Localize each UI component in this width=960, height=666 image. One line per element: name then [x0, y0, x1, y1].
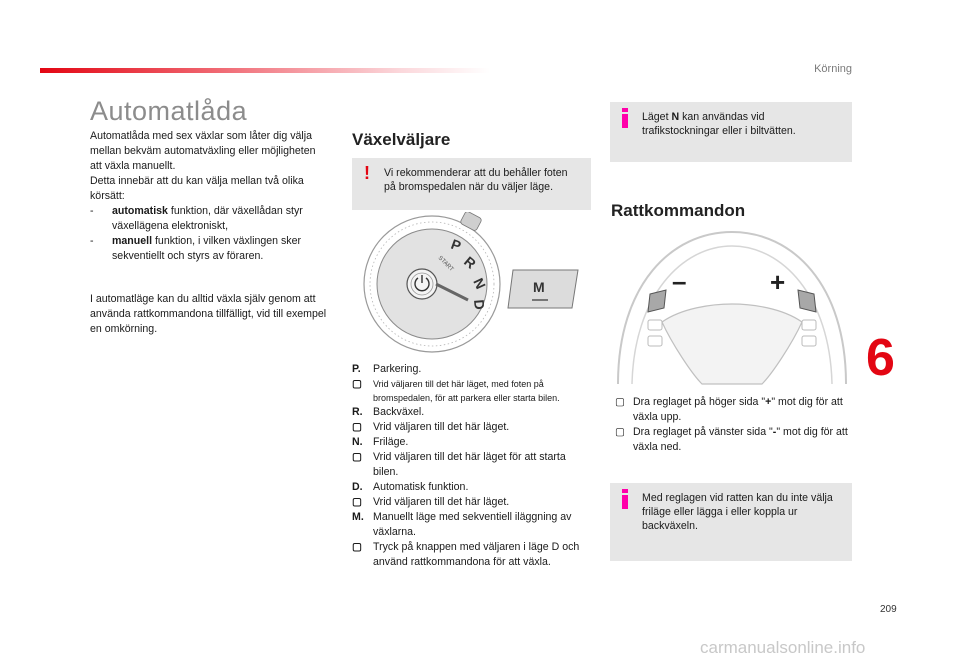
letter-n: N [470, 275, 490, 292]
list-text: Vrid väljaren till det här läget. [373, 496, 510, 508]
list-item [615, 395, 855, 425]
page-title: Automatlåda [90, 96, 248, 126]
selector-list [352, 362, 592, 570]
list-item [352, 420, 592, 435]
list-label: M. [352, 511, 364, 523]
checkbox-bullet-icon: ▢ [615, 396, 626, 408]
list-text: Automatisk funktion. [373, 481, 469, 493]
intro-paragraph: Detta innebär att du kan välja mellan två olika körsätt: [90, 175, 304, 202]
info-text: kan användas vid trafikstockningar eller i biltvätten. [642, 111, 796, 137]
dash-bullet: - [90, 235, 94, 247]
chapter-number: 6 [866, 329, 895, 387]
dash-bullet: - [90, 205, 94, 217]
checkbox-bullet-icon: ▢ [352, 378, 363, 390]
letter-d: D [471, 298, 488, 311]
info-text: Med reglagen vid ratten kan du inte välja friläge eller lägga i eller koppla ur backväxeln. [642, 492, 833, 532]
list-text: " mot dig för att växla ned. [633, 426, 848, 453]
start-label: START [436, 255, 455, 273]
list-text: Manuellt läge med sekventiell iläggning av växlarna. [373, 511, 572, 538]
chapter-color-bar [40, 68, 490, 73]
checkbox-bullet-icon: ▢ [352, 541, 363, 553]
gear-selector-figure [358, 212, 588, 360]
checkbox-bullet-icon: ▢ [352, 451, 363, 463]
list-text: Tryck på knappen med väljaren i läge D och använd rattkommandona för att växla. [373, 541, 580, 568]
mode-description: funktion, där växellådan styr växellägena elektroniskt, [112, 205, 303, 232]
warning-icon: ! [364, 163, 370, 183]
list-label: P. [352, 363, 361, 375]
info-box [610, 483, 852, 561]
list-item [352, 405, 592, 420]
list-text: Friläge. [373, 436, 409, 448]
m-button-label: M [533, 279, 545, 295]
start-stop-button [407, 269, 437, 299]
list-item [352, 450, 592, 480]
list-text: " mot dig för att växla upp. [633, 396, 843, 423]
checkbox-bullet-icon: ▢ [352, 496, 363, 508]
section-title-steering: Rattkommandon [611, 201, 746, 220]
checkbox-bullet-icon: ▢ [352, 421, 363, 433]
list-item [615, 425, 855, 455]
list-label: N. [352, 436, 363, 448]
list-item [352, 377, 592, 405]
list-text-bold: - [772, 426, 777, 438]
watermark-text: carmanualsonline.info [700, 638, 866, 657]
warning-box [352, 158, 591, 210]
list-text: Vrid väljaren till det här läget, med foten på bromspedalen, för att parkera eller starta bilen. [373, 379, 560, 403]
info-box [610, 102, 852, 162]
list-item [90, 204, 330, 234]
intro-paragraph: Automatlåda med sex växlar som låter dig välja mellan bekväm automatväxling eller möjligheten att växla manuellt. [90, 130, 316, 172]
list-text: Dra reglaget på vänster sida " [633, 426, 773, 438]
steering-wheel-figure [612, 224, 852, 388]
info-icon [622, 108, 628, 128]
warning-text: Vi rekommenderar att du behåller foten på bromspedalen när du väljer läge. [384, 167, 568, 193]
mode-name: automatisk [112, 205, 168, 217]
paddle-plus-icon [798, 290, 816, 312]
letter-p: P [448, 235, 464, 255]
list-text-bold: + [765, 396, 772, 408]
intro-paragraph: I automatläge kan du alltid växla själv genom att använda rattkommandona tillfälligt, vid till exempel en omkörning. [90, 293, 327, 335]
list-text: Parkering. [373, 363, 422, 375]
checkbox-bullet-icon: ▢ [615, 426, 626, 438]
list-item [352, 495, 592, 510]
minus-label: – [672, 266, 687, 296]
chapter-label: Körning [814, 63, 852, 75]
page-number: 209 [880, 604, 897, 615]
list-text: Vrid väljaren till det här läget. [373, 421, 510, 433]
list-item [352, 540, 592, 570]
info-icon [622, 489, 628, 509]
mode-description: funktion, i vilken växlingen sker sekventiellt och styrs av föraren. [112, 235, 302, 262]
steering-list [615, 395, 855, 455]
list-label: R. [352, 406, 363, 418]
intro-column [90, 129, 330, 337]
plus-label: + [770, 267, 786, 297]
mode-name: manuell [112, 235, 153, 247]
list-text: Dra reglaget på höger sida " [633, 396, 766, 408]
list-item [352, 362, 592, 377]
paddle-minus-icon [648, 290, 666, 312]
list-label: D. [352, 481, 363, 493]
list-item [352, 435, 592, 450]
list-item [352, 480, 592, 495]
letter-r: R [461, 253, 480, 272]
wheel-hub [662, 304, 802, 384]
list-text: Vrid väljaren till det här läget för att starta bilen. [373, 451, 566, 478]
info-text: Läget [642, 111, 672, 123]
list-text: Backväxel. [373, 406, 425, 418]
section-title-selector: Växelväljare [352, 130, 451, 149]
info-text-bold: N [671, 111, 680, 123]
list-item [352, 510, 592, 540]
list-item [90, 234, 330, 264]
